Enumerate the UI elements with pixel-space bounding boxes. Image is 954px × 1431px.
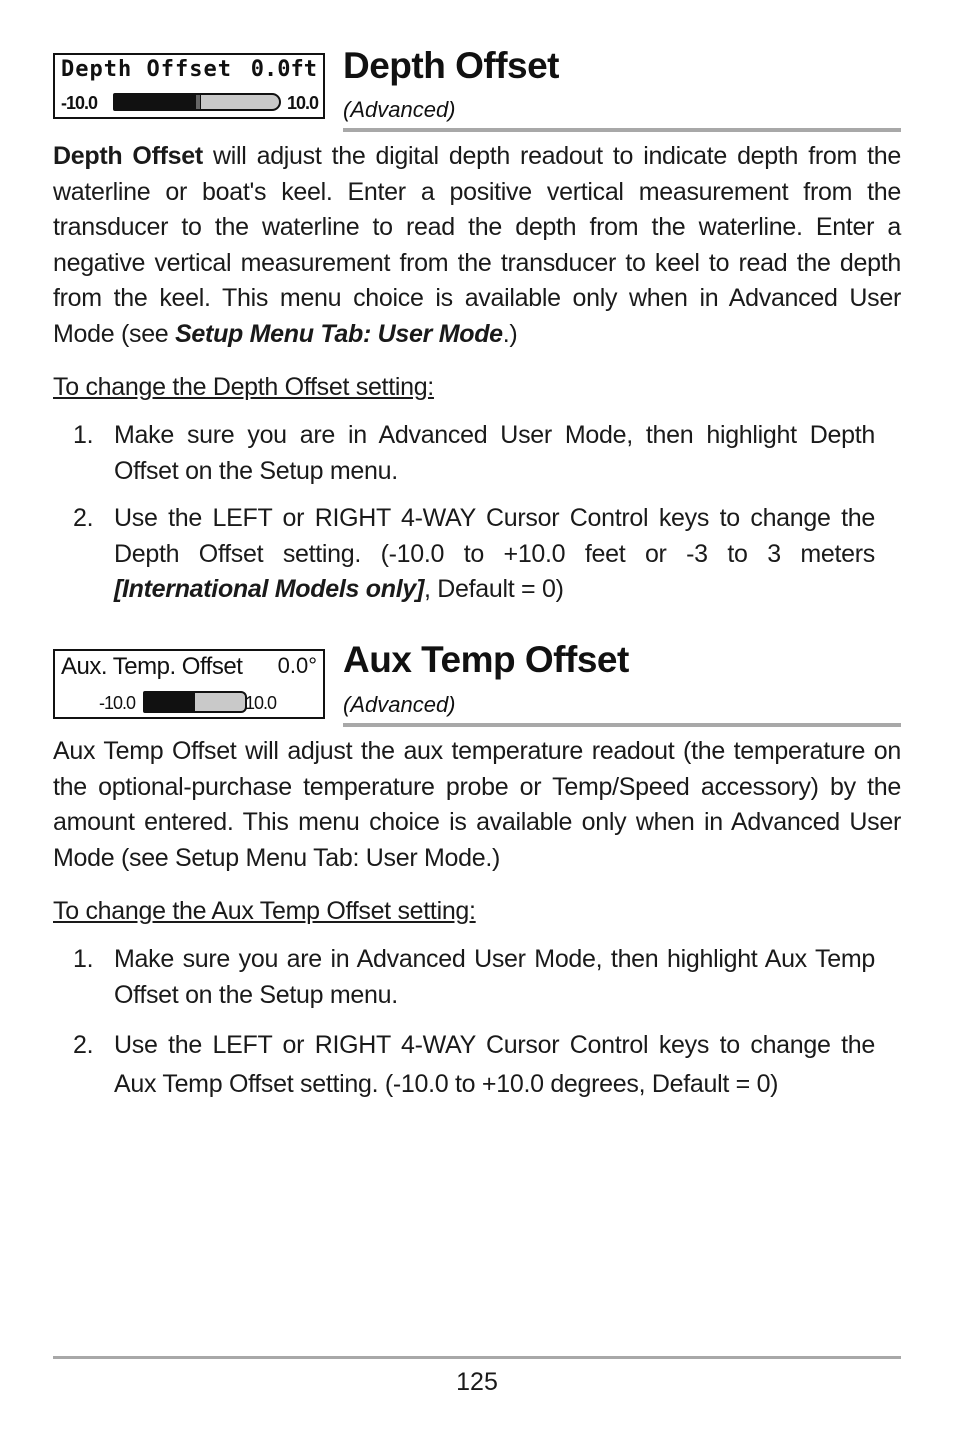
step-text: Make sure you are in Advanced User Mode, then highlight Aux Temp Offset on the Setup menu. xyxy=(114,945,875,1009)
page-number: 125 xyxy=(456,1368,498,1396)
section-subheading: (Advanced) xyxy=(343,692,456,717)
section-subheading: (Advanced) xyxy=(343,97,456,122)
procedure-step xyxy=(73,942,875,1013)
step-text: Make sure you are in Advanced User Mode, then highlight Depth Offset on the Setup menu. xyxy=(114,421,875,485)
widget-title: Aux. Temp. Offset xyxy=(61,653,243,680)
widget-min-label: -10.0 xyxy=(61,93,98,113)
step-number: 1. xyxy=(73,945,94,973)
procedure-step xyxy=(73,418,875,489)
widget-max-label: 10.0 xyxy=(244,693,276,713)
widget-title: Depth Offset xyxy=(61,57,232,82)
step-number: 1. xyxy=(73,421,94,449)
procedure-step xyxy=(73,501,875,608)
section-heading: Aux Temp Offset xyxy=(343,639,629,680)
step-text-end: , Default = 0) xyxy=(423,575,564,603)
step-text-main: Use the LEFT or RIGHT 4-WAY Cursor Control keys to change the Depth Offset setting. (-10.0 to +10.0 feet or -3 to 3 meters xyxy=(114,504,875,568)
section-heading: Depth Offset xyxy=(343,45,559,86)
step-text-italic: [International Models only] xyxy=(114,575,424,603)
procedure-title: To change the Aux Temp Offset setting: xyxy=(53,897,476,925)
widget-value: 0.0° xyxy=(277,653,317,678)
heading-rule xyxy=(343,128,901,132)
depth-offset-slider xyxy=(113,93,281,111)
aux-temp-offset-menu-widget xyxy=(53,649,325,719)
slider-fill xyxy=(115,95,197,109)
body-reference: Setup Menu Tab: User Mode xyxy=(175,319,503,348)
section-body xyxy=(53,139,901,352)
section-body: Aux Temp Offset will adjust the aux temperature readout (the temperature on the optional-purchase temperature probe or Temp/Speed accessory) by the amount entered. This menu choice is available only when in Advanced User Mode (see Setup Menu Tab: User Mode.) xyxy=(53,737,901,872)
body-lead: Depth Offset xyxy=(53,142,203,170)
procedure-step xyxy=(73,1026,875,1104)
step-number: 2. xyxy=(73,504,94,532)
body-text: will adjust the digital depth readout to indicate depth from the waterline or boat's keel. Enter a positive vertical measurement from the transducer to the waterline to read the depth from the waterline. Enter a negative vertical measurement from the transducer to keel to read the depth from the keel. This menu choice is available only when in Advanced User Mode (see xyxy=(53,142,901,348)
slider-knob xyxy=(195,94,201,110)
widget-max-label: 10.0 xyxy=(286,93,318,113)
procedure-title: To change the Depth Offset setting: xyxy=(53,373,434,401)
widget-min-label: -10.0 xyxy=(99,693,136,713)
aux-temp-offset-slider xyxy=(143,691,247,713)
depth-offset-menu-widget xyxy=(53,53,325,119)
slider-fill xyxy=(145,693,195,711)
step-number: 2. xyxy=(73,1031,94,1059)
heading-rule xyxy=(343,723,901,727)
body-text-end: .) xyxy=(502,319,518,348)
footer-rule xyxy=(53,1356,901,1359)
step-text: Use the LEFT or RIGHT 4-WAY Cursor Control keys to change the Aux Temp Offset setting. (-10.0 to +10.0 degrees, Default = 0) xyxy=(114,1031,875,1098)
widget-value: 0.0ft xyxy=(250,57,317,82)
step-text xyxy=(114,501,875,608)
